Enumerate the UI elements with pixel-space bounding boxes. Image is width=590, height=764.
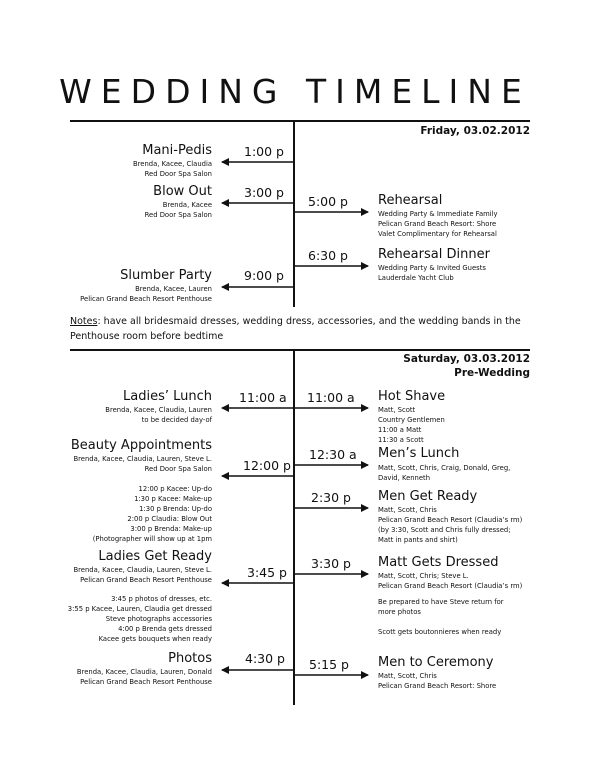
- event-title: Slumber Party: [120, 268, 212, 283]
- event-detail: Pelican Grand Beach Resort Penthouse: [80, 576, 212, 584]
- event-detail: Brenda, Kacee, Claudia: [133, 160, 212, 168]
- event-detail: Brenda, Kacee, Claudia, Lauren, Donald: [76, 668, 212, 676]
- friday-date: Friday, 03.02.2012: [420, 125, 530, 137]
- event-title: Men’s Lunch: [378, 446, 460, 461]
- event-title: Hot Shave: [378, 389, 446, 404]
- appointment-detail: (Photographer will show up at 1pm: [92, 535, 212, 543]
- event-detail: 11:30 a Scott: [378, 436, 424, 444]
- event-detail: Matt, Scott: [378, 406, 416, 414]
- event-title: Beauty Appointments: [70, 438, 212, 453]
- event-title: Matt Gets Dressed: [378, 555, 499, 570]
- saturday-date: Saturday, 03.03.2012: [403, 353, 530, 365]
- event-detail: Brenda, Kacee: [162, 201, 212, 209]
- event-detail: Red Door Spa Salon: [144, 170, 212, 178]
- appointment-detail: 1:30 p Brenda: Up-do: [139, 505, 212, 513]
- event-time: 6:30 p: [308, 248, 348, 263]
- event-detail: Red Door Spa Salon: [144, 465, 212, 473]
- event-time: 2:30 p: [311, 490, 351, 505]
- event-detail: Pelican Grand Beach Resort: Shore: [378, 682, 497, 690]
- event-title: Rehearsal Dinner: [378, 247, 490, 262]
- event-time: 11:00 a: [307, 390, 355, 405]
- event-detail: Pelican Grand Beach Resort Penthouse: [80, 295, 212, 303]
- event-time: 3:30 p: [311, 556, 351, 571]
- getting-ready-detail: Steve photographs accessories: [105, 615, 212, 623]
- getting-ready-detail: 3:55 p Kacee, Lauren, Claudia get dressed: [67, 605, 212, 613]
- appointment-detail: 2:00 p Claudia: Blow Out: [127, 515, 212, 523]
- event-detail: Wedding Party & Invited Guests: [378, 264, 486, 272]
- event-title: Men Get Ready: [378, 489, 478, 504]
- event-detail: Brenda, Kacee, Lauren: [135, 285, 212, 293]
- event-time: 3:00 p: [244, 185, 284, 200]
- event-title: Mani-Pedis: [142, 143, 212, 158]
- event-detail: 11:00 a Matt: [378, 426, 422, 434]
- event-detail: Pelican Grand Beach Resort (Claudia’s rm): [378, 582, 523, 590]
- event-title: Ladies’ Lunch: [123, 389, 212, 404]
- dressing-detail: more photos: [378, 608, 421, 616]
- event-time: 9:00 p: [244, 268, 284, 283]
- dressing-detail: Scott gets boutonnieres when ready: [378, 628, 502, 636]
- event-time: 1:00 p: [244, 144, 284, 159]
- event-detail: David, Kenneth: [378, 474, 431, 482]
- appointment-detail: 1:30 p Kacee: Make-up: [134, 495, 212, 503]
- event-time: 3:45 p: [247, 565, 287, 580]
- event-time: 4:30 p: [245, 651, 285, 666]
- event-title: Rehearsal: [378, 193, 443, 208]
- event-detail: Brenda, Kacee, Claudia, Lauren, Steve L.: [73, 566, 212, 574]
- getting-ready-detail: 3:45 p photos of dresses, etc.: [111, 595, 212, 603]
- event-title: Men to Ceremony: [378, 655, 494, 670]
- notes-text: : have all bridesmaid dresses, wedding dress, accessories, and the wedding bands in the Penthouse room before bedtime: [70, 316, 521, 342]
- event-time: 11:00 a: [239, 390, 287, 405]
- event-detail: Wedding Party & Immediate Family: [378, 210, 498, 218]
- event-detail: Matt, Scott, Chris: [378, 506, 437, 514]
- getting-ready-detail: Kacee gets bouquets when ready: [98, 635, 212, 643]
- event-detail: Matt, Scott, Chris, Craig, Donald, Greg,: [378, 464, 511, 472]
- event-detail: to be decided day-of: [141, 416, 212, 424]
- event-detail: Pelican Grand Beach Resort Penthouse: [80, 678, 212, 686]
- dressing-detail: Be prepared to have Steve return for: [378, 598, 504, 606]
- document-title: WEDDING TIMELINE: [59, 72, 531, 111]
- event-time: 5:00 p: [308, 194, 348, 209]
- event-detail: Matt, Scott, Chris; Steve L.: [378, 572, 469, 580]
- event-detail: Matt, Scott, Chris: [378, 672, 437, 680]
- event-title: Photos: [168, 651, 212, 666]
- event-time: 5:15 p: [309, 657, 349, 672]
- event-detail: Brenda, Kacee, Claudia, Lauren, Steve L.: [73, 455, 212, 463]
- event-detail: Lauderdale Yacht Club: [378, 274, 454, 282]
- event-time: 12:30 a: [309, 447, 357, 462]
- event-detail: Matt in pants and shirt): [378, 536, 458, 544]
- event-detail: Red Door Spa Salon: [144, 211, 212, 219]
- saturday-subheading: Pre-Wedding: [454, 367, 530, 379]
- event-detail: Brenda, Kacee, Claudia, Lauren: [105, 406, 212, 414]
- event-title: Blow Out: [153, 184, 212, 199]
- event-detail: Valet Complimentary for Rehearsal: [378, 230, 497, 238]
- getting-ready-detail: 4:00 p Brenda gets dressed: [118, 625, 212, 633]
- event-detail: Country Gentlemen: [378, 416, 445, 424]
- appointment-detail: 12:00 p Kacee: Up-do: [138, 485, 212, 493]
- event-detail: Pelican Grand Beach Resort (Claudia’s rm): [378, 516, 523, 524]
- notes-label: Notes: [70, 316, 98, 327]
- event-detail: Pelican Grand Beach Resort: Shore: [378, 220, 497, 228]
- event-time: 12:00 p: [243, 458, 291, 473]
- event-detail: (by 3:30, Scott and Chris fully dressed;: [378, 526, 511, 534]
- appointment-detail: 3:00 p Brenda: Make-up: [130, 525, 212, 533]
- event-title: Ladies Get Ready: [98, 549, 212, 564]
